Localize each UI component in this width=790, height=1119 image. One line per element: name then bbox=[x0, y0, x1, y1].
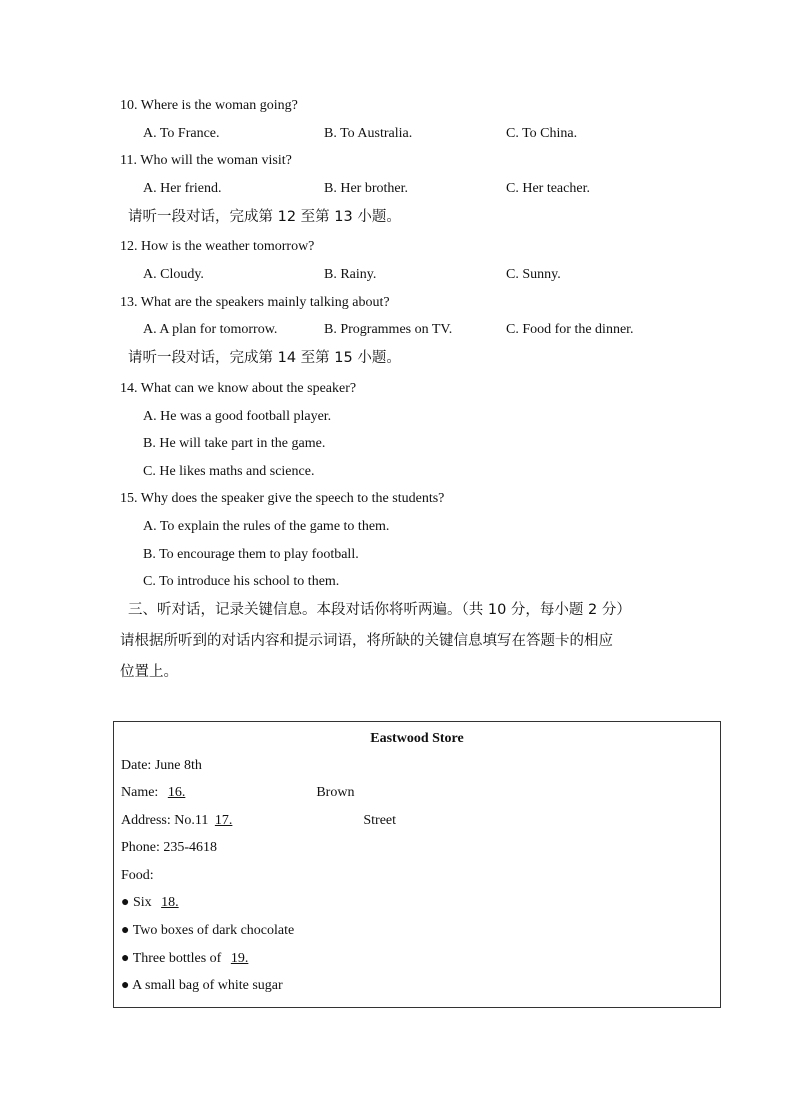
q12-option-c: C. Sunny. bbox=[506, 267, 561, 282]
item3-prefix: ● Three bottles of bbox=[121, 951, 222, 966]
q15-option-a: A. To explain the rules of the game to them. bbox=[143, 519, 390, 534]
blank-19[interactable]: 19. bbox=[230, 951, 249, 966]
q11-option-a: A. Her friend. bbox=[143, 181, 222, 196]
question-14: 14. What can we know about the speaker? bbox=[120, 381, 357, 396]
q10-option-a: A. To France. bbox=[143, 126, 220, 141]
question-15: 15. Why does the speaker give the speech to the students? bbox=[120, 491, 445, 506]
eastwood-store-form bbox=[113, 721, 721, 1008]
q15-option-c: C. To introduce his school to them. bbox=[143, 574, 340, 589]
blank-18[interactable]: 18. bbox=[161, 895, 179, 910]
q14-option-a: A. He was a good football player. bbox=[143, 409, 332, 424]
blank-16[interactable]: 16. bbox=[167, 785, 186, 800]
form-name-row bbox=[121, 784, 354, 802]
food-item-3 bbox=[121, 950, 373, 968]
q14-option-b: B. He will take part in the game. bbox=[143, 436, 326, 451]
instruction-12-13: 请听一段对话，完成第 12 至第 13 小题。 bbox=[128, 209, 401, 225]
q12-option-b: B. Rainy. bbox=[324, 267, 377, 282]
question-10: 10. Where is the woman going? bbox=[120, 98, 298, 113]
question-12: 12. How is the weather tomorrow? bbox=[120, 239, 315, 254]
form-title: Eastwood Store bbox=[370, 731, 464, 746]
q12-option-a: A. Cloudy. bbox=[143, 267, 204, 282]
q11-option-c: C. Her teacher. bbox=[506, 181, 590, 196]
section-3-instruction-end: 位置上。 bbox=[120, 664, 178, 680]
q13-option-a: A. A plan for tomorrow. bbox=[143, 322, 278, 337]
form-food-label: Food: bbox=[121, 868, 154, 883]
instruction-14-15: 请听一段对话，完成第 14 至第 15 小题。 bbox=[128, 350, 401, 366]
form-date: Date: June 8th bbox=[121, 758, 202, 773]
food-item-4: ● A small bag of white sugar bbox=[121, 978, 283, 993]
name-label: Name: bbox=[121, 785, 159, 800]
question-13: 13. What are the speakers mainly talking about? bbox=[120, 295, 390, 310]
name-suffix: Brown bbox=[316, 785, 355, 800]
q15-option-b: B. To encourage them to play football. bbox=[143, 547, 359, 562]
q11-option-b: B. Her brother. bbox=[324, 181, 408, 196]
section-3-instruction: 请根据所听到的对话内容和提示词语，将所缺的关键信息填写在答题卡的相应 bbox=[120, 633, 613, 649]
q10-option-c: C. To China. bbox=[506, 126, 578, 141]
section-3-heading: 三、听对话，记录关键信息。本段对话你将听两遍。（共 10 分，每小题 2 分） bbox=[128, 602, 631, 618]
address-label: Address: No.11 bbox=[121, 813, 209, 828]
q14-option-c: C. He likes maths and science. bbox=[143, 464, 315, 479]
q13-option-b: B. Programmes on TV. bbox=[324, 322, 453, 337]
food-item-1 bbox=[121, 894, 303, 912]
food-item-2: ● Two boxes of dark chocolate bbox=[121, 923, 295, 938]
q13-option-c: C. Food for the dinner. bbox=[506, 322, 634, 337]
q10-option-b: B. To Australia. bbox=[324, 126, 413, 141]
blank-17[interactable]: 17. bbox=[214, 813, 233, 828]
form-phone: Phone: 235-4618 bbox=[121, 840, 218, 855]
item1-prefix: ● Six bbox=[121, 895, 152, 910]
question-11: 11. Who will the woman visit? bbox=[120, 153, 292, 168]
address-suffix: Street bbox=[363, 813, 397, 828]
form-address-row bbox=[121, 812, 396, 830]
